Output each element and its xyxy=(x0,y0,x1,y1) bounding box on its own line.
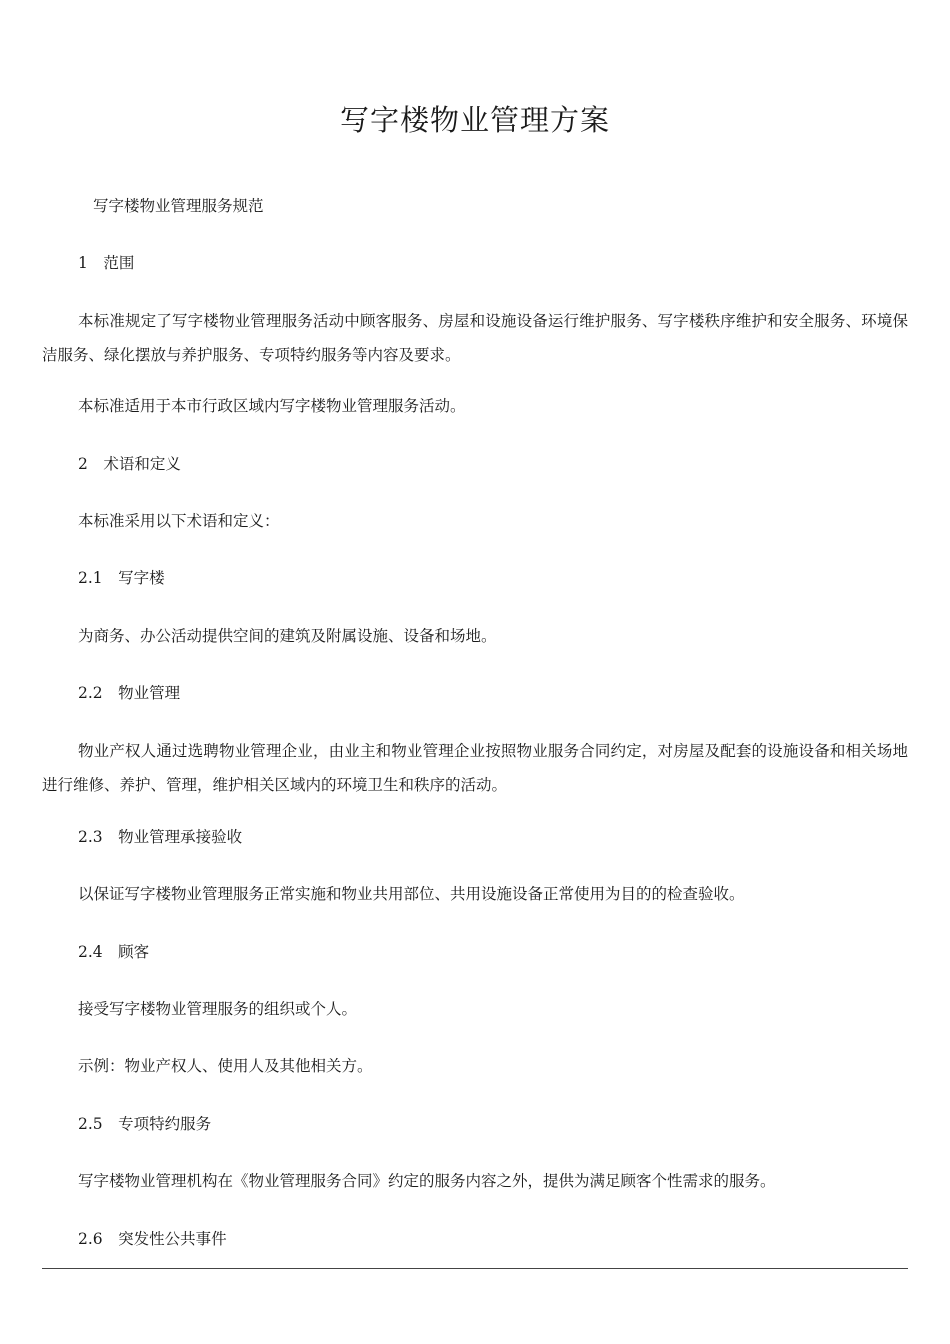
paragraph: 本标准规定了写字楼物业管理服务活动中顾客服务、房屋和设施设备运行维护服务、写字楼秩序维护和安全服务、环境保洁服务、绿化摆放与养护服务、专项特约服务等内容及要求。 xyxy=(42,312,908,364)
paragraph: 本标准采用以下术语和定义： xyxy=(78,512,280,530)
paragraph: 以保证写字楼物业管理服务正常实施和物业共用部位、共用设施设备正常使用为目的的检查验收。 xyxy=(78,885,745,903)
section-heading: 1 范围 xyxy=(78,254,135,272)
paragraph: 为商务、办公活动提供空间的建筑及附属设施、设备和场地。 xyxy=(78,627,497,645)
section-heading: 2 术语和定义 xyxy=(78,455,181,473)
paragraph: 写字楼物业管理机构在《物业管理服务合同》约定的服务内容之外，提供为满足顾客个性需求的服务。 xyxy=(78,1172,776,1190)
subsection-heading: 2.4 顾客 xyxy=(78,943,150,961)
subsection-heading: 2.1 写字楼 xyxy=(78,569,165,587)
paragraph: 接受写字楼物业管理服务的组织或个人。 xyxy=(78,1000,358,1018)
paragraph: 物业产权人通过选聘物业管理企业，由业主和物业管理企业按照物业服务合同约定，对房屋及配套的设施设备和相关场地进行维修、养护、管理，维护相关区域内的环境卫生和秩序的活动。 xyxy=(42,742,908,794)
subsection-heading: 2.5 专项特约服务 xyxy=(78,1115,212,1133)
footer-divider xyxy=(42,1268,908,1269)
document-subtitle: 写字楼物业管理服务规范 xyxy=(93,197,264,215)
subsection-heading: 2.6 突发性公共事件 xyxy=(78,1230,227,1248)
subsection-heading: 2.2 物业管理 xyxy=(78,684,181,702)
example-text: 示例：物业产权人、使用人及其他相关方。 xyxy=(78,1057,373,1075)
subsection-heading: 2.3 物业管理承接验收 xyxy=(78,828,243,846)
document-title: 写字楼物业管理方案 xyxy=(339,103,610,137)
paragraph: 本标准适用于本市行政区域内写字楼物业管理服务活动。 xyxy=(78,397,466,415)
